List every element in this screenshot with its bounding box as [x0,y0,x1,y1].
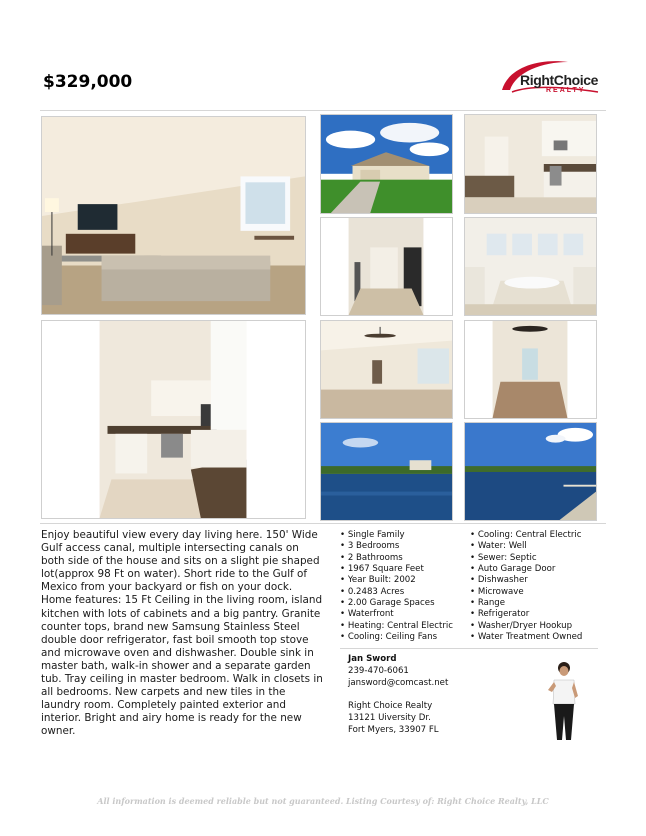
feature-item: • 0.2483 Acres [340,587,453,598]
disclaimer-footer: All information is deemed reliable but not guaranteed. Listing Courtesy of: Right Choice Realty, LLC [97,796,549,806]
feature-item: • 3 Bedrooms [340,541,453,552]
feature-item: • Water: Well [470,541,582,552]
agent-contact-block [348,654,448,737]
bedroom-photo [464,320,597,419]
hallway-photo [320,217,453,316]
kitchen-photo [464,114,597,214]
agent-address: 13121 Uiversity Dr. [348,712,431,723]
agent-name: Jan Sword [348,654,397,664]
features-list-right [470,530,582,643]
listing-price: $329,000 [43,72,133,92]
logo-brand-sub: REALTY [546,87,586,94]
feature-item: • Year Built: 2002 [340,575,453,586]
master-bath-photo [464,217,597,316]
feature-item: • Refrigerator [470,609,582,620]
feature-item: • Water Treatment Owned [470,632,582,643]
agent-company: Right Choice Realty [348,701,433,712]
agent-phone[interactable]: 239-470-6061 [348,665,409,676]
agent-photo [544,660,584,744]
header-divider [40,110,606,111]
logo-brand-name: RightChoice [520,72,599,88]
canal-view-photo [320,422,453,521]
dock-view-photo [464,422,597,521]
agent-divider [340,648,598,649]
feature-item: • 2 Bathrooms [340,553,453,564]
feature-item: • 2.00 Garage Spaces [340,598,453,609]
feature-item: • 1967 Square Feet [340,564,453,575]
living-room-photo [41,116,306,315]
feature-item: • Cooling: Central Electric [470,530,582,541]
feature-item: • Washer/Dryer Hookup [470,621,582,632]
brand-logo [498,56,602,98]
agent-email[interactable]: jansword@comcast.net [348,677,449,688]
property-description: Enjoy beautiful view every day living here. 150' Wide Gulf access canal, multiple intersecting canals on both side of the house and sits on a slight pie shaped lot(approx 98 Ft on water). Short ride to the Gulf of Mexico from your backyard or fish on your dock. Home features: 15 Ft Ceiling in the living room, island kitchen with lots of cabinets and a big pantry. Granite counter tops, brand new Samsung Stainless Steel double door refrigerator, fast boil smooth top stove and microwave oven and dishwasher. Double sink in master bath, walk-in shower and a separate garden tub. Tray ceiling in master bedroom. Walk in closets in all bedrooms. New carpets and new tiles in the laundry room. Completely painted exterior and interior. Bright and airy home is ready for the new owner. [41,529,323,738]
feature-item: • Microwave [470,587,582,598]
feature-item: • Auto Garage Door [470,564,582,575]
feature-item: • Cooling: Ceiling Fans [340,632,453,643]
kitchen-island-photo [41,320,306,519]
feature-item: • Sewer: Septic [470,553,582,564]
exterior-front-photo [320,114,453,214]
feature-item: • Single Family [340,530,453,541]
empty-living-room-photo [320,320,453,419]
agent-city: Fort Myers, 33907 FL [348,724,439,735]
feature-item: • Dishwasher [470,575,582,586]
feature-item: • Heating: Central Electric [340,621,453,632]
feature-item: • Range [470,598,582,609]
features-list-left [340,530,453,643]
content-divider [40,523,606,524]
feature-item: • Waterfront [340,609,453,620]
